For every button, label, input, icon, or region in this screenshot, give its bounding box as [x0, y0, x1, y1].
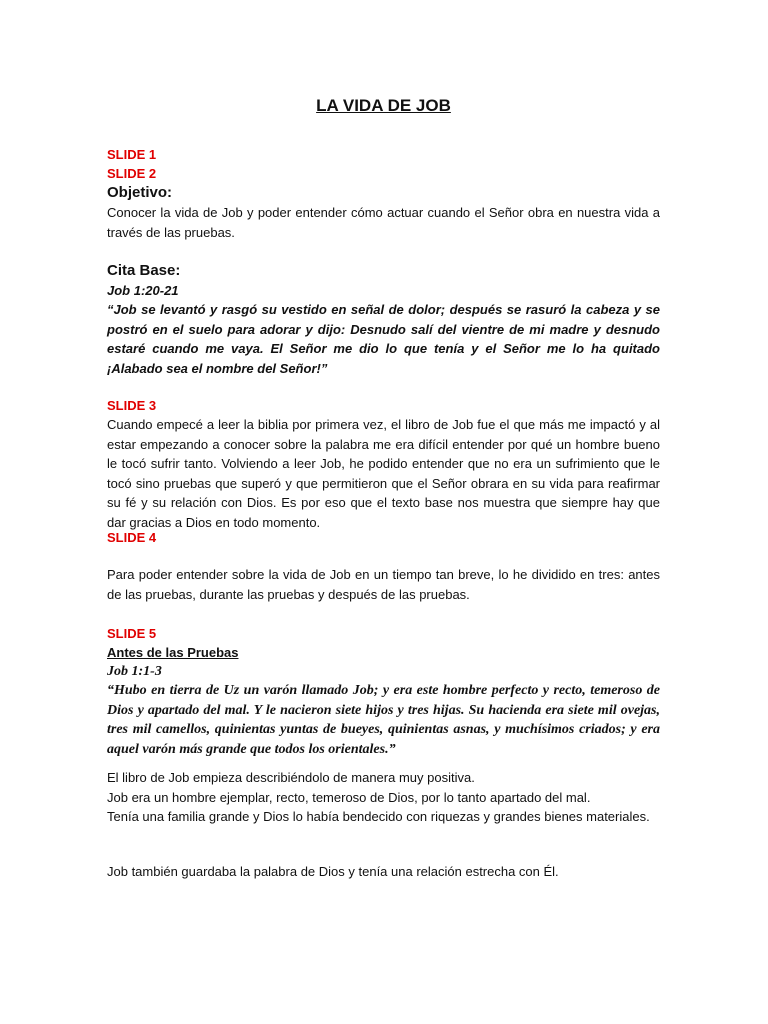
closing-text: Job también guardaba la palabra de Dios y tenía una relación estrecha con Él.	[107, 864, 559, 879]
slide-5-commentary	[107, 768, 660, 827]
slide-5-label: SLIDE 5	[107, 626, 157, 641]
cita-reference: Job 1:20-21	[107, 283, 179, 298]
commentary-line: Tenía una familia grande y Dios lo había bendecido con riquezas y grandes bienes materiales.	[107, 809, 650, 824]
cita-quote: “Job se levantó y rasgó su vestido en señal de dolor; después se rasuró la cabeza y se postró en el suelo para adorar y dijo: Desnudo salí del vientre de mi madre y desnudo estaré cuando me vaya. El Señor me dio lo que tenía y el Señor me lo ha quitado ¡Alabado sea el nombre del Señor!”	[107, 302, 660, 376]
commentary-line: Job era un hombre ejemplar, recto, temeroso de Dios, por lo tanto apartado del mal.	[107, 789, 591, 805]
slide-5-subheading: Antes de las Pruebas	[107, 645, 239, 660]
slide-3-section	[107, 396, 660, 532]
slide-2-label: SLIDE 2	[107, 166, 157, 181]
slide-4-text: Para poder entender sobre la vida de Job en un tiempo tan breve, lo he dividido en tres: antes de las pruebas, durante las pruebas y después de las pruebas.	[107, 567, 660, 602]
cita-section	[107, 261, 660, 378]
page-title: LA VIDA DE JOB	[316, 96, 451, 115]
slide-5-reference: Job 1:1-3	[107, 664, 162, 679]
slide-4-label: SLIDE 4	[107, 530, 157, 545]
slide-1-label: SLIDE 1	[107, 147, 157, 162]
objetivo-section	[107, 183, 660, 242]
slide-5-quote: “Hubo en tierra de Uz un varón llamado Job; y era este hombre perfecto y recto, temeroso de Dios y apartado del mal. Y le nacieron siete hijos y tres hijas. Su hacienda era siete mil ovejas, tres mil camellos, quinientas yuntas de bueyes, quinientas asnas, y muchísimos criados; y era aquel varón más grande que todos los orientales.”	[107, 683, 660, 757]
commentary-line: El libro de Job empieza describiéndolo de manera muy positiva.	[107, 770, 475, 785]
slide-5-section	[107, 624, 660, 759]
slide-3-text: Cuando empecé a leer la biblia por primera vez, el libro de Job fue el que más me impactó y al estar empezando a conocer sobre la palabra me era difícil entender por qué un hombre bueno le tocó sufrir tanto. Volviendo a leer Job, he podido entender que no era un sufrimiento que le tocó sino pruebas que superó y que permitieron que el Señor obrara en su vida para reafirmar su fé y su relación con Dios. Es por eso que el texto base nos muestra que siempre hay que dar gracias a Dios en todo momento.	[107, 417, 660, 530]
objetivo-heading: Objetivo:	[107, 184, 173, 201]
cita-heading: Cita Base:	[107, 262, 181, 279]
slide-4-section	[107, 528, 660, 604]
slide-3-label: SLIDE 3	[107, 398, 157, 413]
objetivo-text: Conocer la vida de Job y poder entender cómo actuar cuando el Señor obra en nuestra vida a través de las pruebas.	[107, 205, 660, 240]
